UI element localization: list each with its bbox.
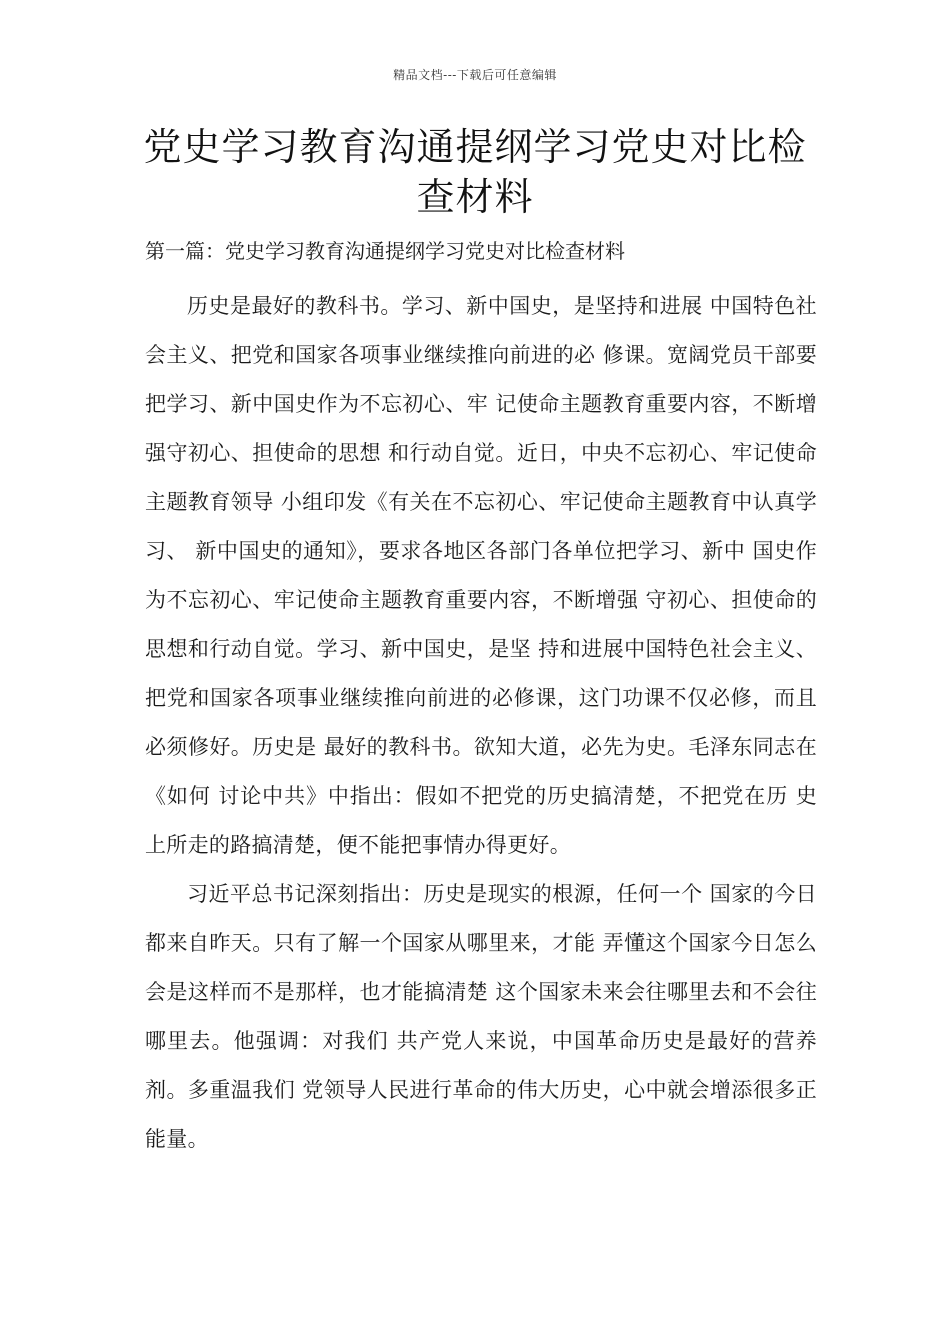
section-heading: 第一篇：党史学习教育沟通提纲学习党史对比检查材料 [145, 239, 625, 263]
document-title: 党史学习教育沟通提纲学习党史对比检查材料 [143, 125, 807, 219]
body-text [145, 282, 817, 1164]
paragraph-1: 历史是最好的教科书。学习、新中国史，是坚持和进展 中国特色社会主义、把党和国家各项事业继续推向前进的必 修课。宽阔党员干部要把学习、新中国史作为不忘初心、牢 记使命主题教育重要内容，不断增强守初心、担使命的思想 和行动自觉。近日，中央不忘初心、牢记使命主题教育领导 小组印发《有关在不忘初心、牢记使命主题教育中认真学习、 新中国史的通知》，要求各地区各部门各单位把学习、新中 国史作为不忘初心、牢记使命主题教育重要内容，不断增强 守初心、担使命的思想和行动自觉。学习、新中国史，是坚 持和进展中国特色社会主义、把党和国家各项事业继续推向前进的必修课，这门功课不仅必修，而且必须修好。历史是 最好的教科书。欲知大道，必先为史。毛泽东同志在《如何 讨论中共》中指出：假如不把党的历史搞清楚，不把党在历 史上所走的路搞清楚，便不能把事情办得更好。 [145, 294, 817, 857]
header-note: 精品文档---下载后可任意编辑 [393, 68, 557, 82]
paragraph-2: 习近平总书记深刻指出：历史是现实的根源，任何一个 国家的今日都来自昨天。只有了解一个国家从哪里来，才能 弄懂这个国家今日怎么会是这样而不是那样，也才能搞清楚 这个国家未来会往哪里去和不会往哪里去。他强调：对我们 共产党人来说，中国革命历史是最好的营养剂。多重温我们 党领导人民进行革命的伟大历史，心中就会增添很多正能量。 [145, 882, 817, 1151]
